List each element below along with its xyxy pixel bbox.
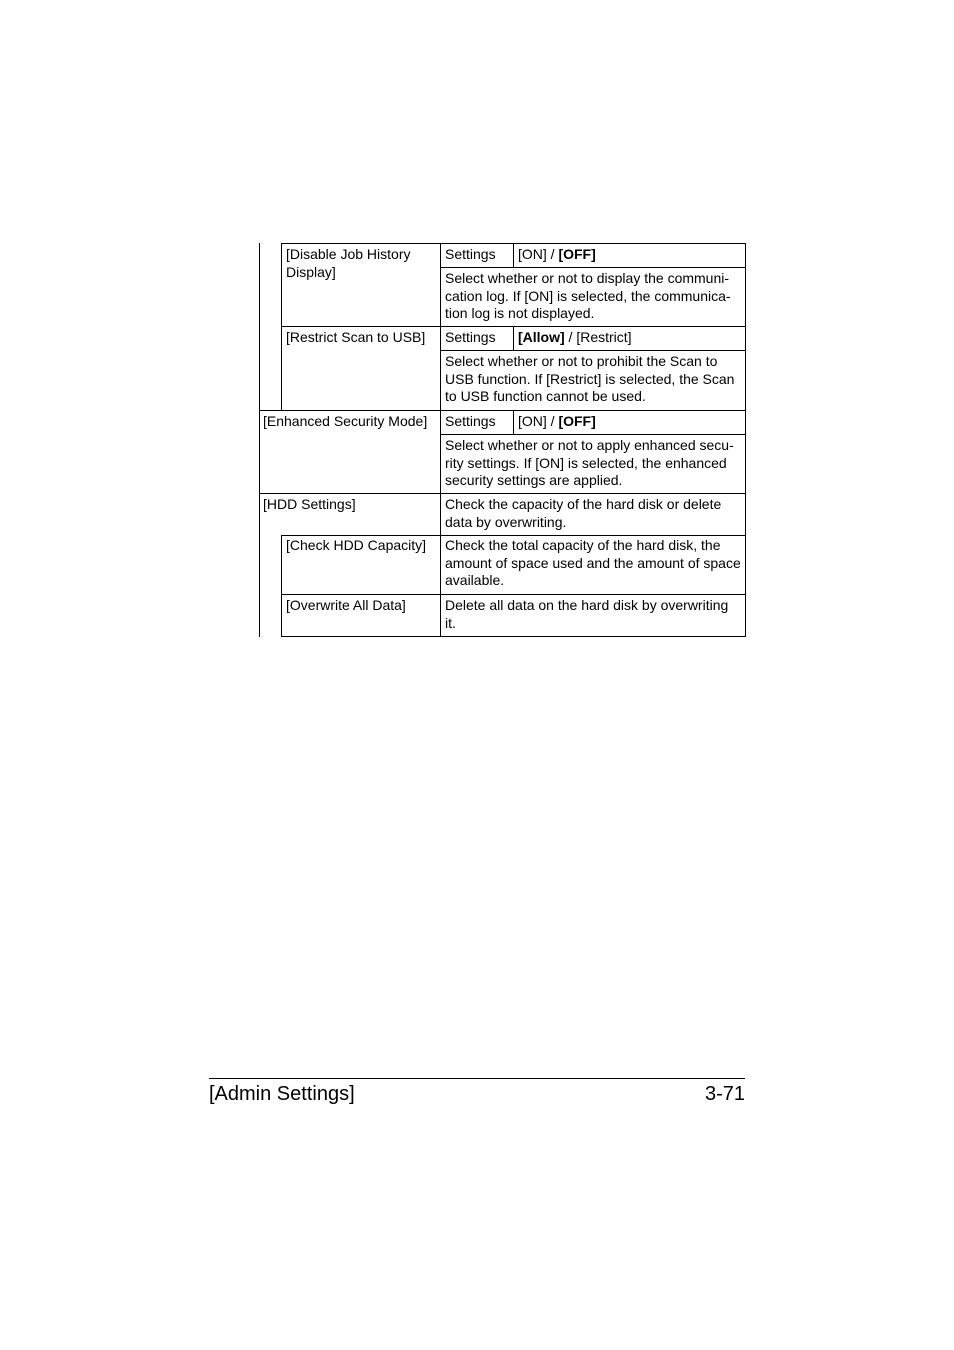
settings-options xyxy=(518,329,744,347)
row-border xyxy=(281,243,746,244)
row-border xyxy=(281,535,746,536)
settings-divider-3 xyxy=(513,410,514,434)
item-restrict-scan-to-usb: [Restrict Scan to USB] xyxy=(286,329,426,345)
settings-options xyxy=(518,246,744,264)
item-hdd-settings: [HDD Settings] xyxy=(263,496,356,512)
table-right-border xyxy=(745,243,746,637)
description-hdd-settings: Check the capacity of the hard disk or delete data by overwriting. xyxy=(445,496,722,530)
description-disable-job-history: Select whether or not to display the communi-cation log. If [ON] is selected, the communica-tion log is not displayed. xyxy=(445,270,731,321)
settings-table xyxy=(259,243,746,637)
option-on: [ON] xyxy=(518,413,547,429)
footer-page-number: 3-71 xyxy=(704,1083,745,1105)
item-enhanced-security-mode: [Enhanced Security Mode] xyxy=(263,413,428,429)
row-border xyxy=(281,326,746,327)
indent-border-1 xyxy=(281,243,282,411)
row-border xyxy=(440,434,746,435)
settings-divider-1 xyxy=(513,243,514,267)
column-divider xyxy=(440,243,441,637)
row-border xyxy=(281,636,746,637)
item-check-hdd-capacity: [Check HDD Capacity] xyxy=(286,537,427,553)
settings-divider-2 xyxy=(513,326,514,350)
option-separator: / xyxy=(564,329,577,345)
settings-label: Settings xyxy=(445,246,496,262)
description-overwrite-all-data: Delete all data on the hard disk by overwriting it. xyxy=(445,597,729,631)
settings-options xyxy=(518,413,744,431)
option-separator: / xyxy=(546,246,559,262)
footer-rule xyxy=(209,1078,745,1079)
description-check-hdd-capacity: Check the total capacity of the hard disk, the amount of space used and the amount of space available. xyxy=(445,537,741,588)
row-border xyxy=(440,267,746,268)
row-border xyxy=(440,350,746,351)
row-border xyxy=(281,594,746,595)
item-overwrite-all-data: [Overwrite All Data] xyxy=(286,597,406,613)
description-enhanced-security-mode: Select whether or not to apply enhanced secu-rity settings. If [ON] is selected, the enhanced security settings are applied. xyxy=(445,437,734,488)
option-off-default: [OFF] xyxy=(558,246,596,262)
option-restrict: [Restrict] xyxy=(576,329,632,345)
option-separator: / xyxy=(546,413,559,429)
footer-section-title: [Admin Settings] xyxy=(209,1083,355,1105)
table-left-border xyxy=(259,243,260,637)
row-border xyxy=(259,410,746,411)
description-restrict-scan-to-usb: Select whether or not to prohibit the Scan to USB function. If [Restrict] is selected, the Scan to USB function cannot be used. xyxy=(445,353,735,404)
option-on: [ON] xyxy=(518,246,547,262)
settings-label: Settings xyxy=(445,413,496,429)
indent-border-2 xyxy=(281,535,282,637)
row-border xyxy=(259,493,746,494)
settings-label: Settings xyxy=(445,329,496,345)
option-off-default: [OFF] xyxy=(558,413,596,429)
item-disable-job-history-display: [Disable Job History Display] xyxy=(286,246,411,280)
option-allow-default: [Allow] xyxy=(518,329,565,345)
